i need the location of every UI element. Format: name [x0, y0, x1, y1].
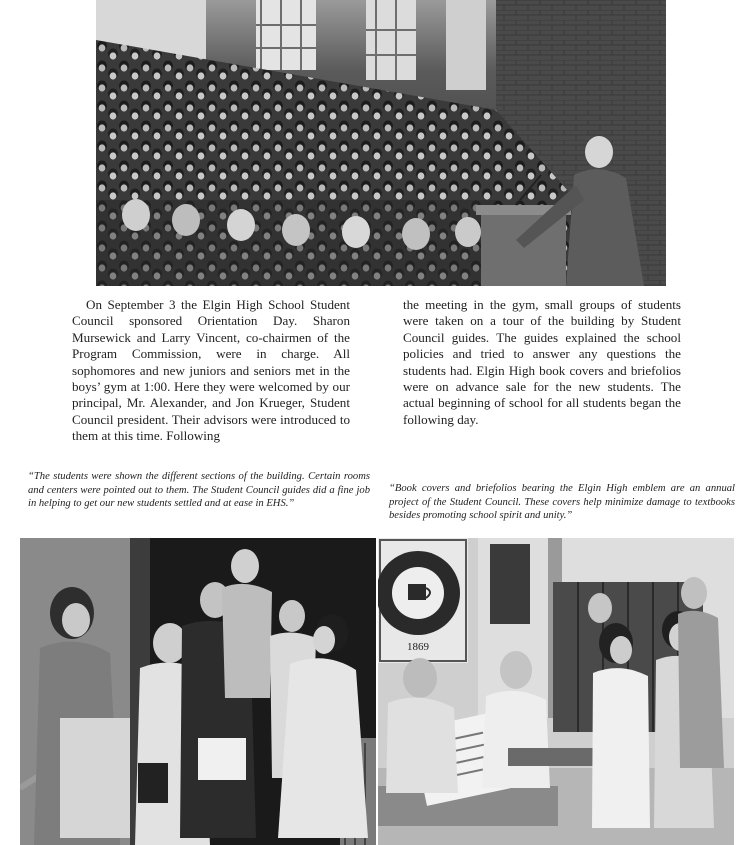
article-left-column: On September 3 the Elgin High School Student Council sponsored Orientation Day. Sharon Mursewick and Larry Vincent, co-chairmen of the Program Commission, were in charge. All sophomores and new juniors and seniors met in the boys’ gym at 1:00. Here they were welcomed by our principal, Mr. Alexander, and Jon Krueger, Student Council president. Their advisors were introduced to them at this time. Following [72, 297, 350, 444]
emblem-year: 1869 [407, 641, 429, 653]
caption-book-covers: “Book covers and briefolios bearing the Elgin High emblem are an annual project of the Student Council. These covers help minimize damage to textbooks besides promoting school spirit and unity.” [389, 483, 735, 522]
book-cover-sale-photo-image [378, 538, 734, 845]
assembly-photo-image [96, 0, 666, 286]
hall-tour-photo-image [20, 538, 376, 845]
book-cover-sale-photo [378, 538, 734, 845]
assembly-photo [96, 0, 666, 286]
hall-tour-photo [20, 538, 376, 845]
caption-tour: “The students were shown the different sections of the building. Certain rooms and centers were pointed out to them. The Student Council guides did a fine job in helping to get our new students settled and at ease in EHS.” [28, 471, 370, 510]
article-right-column: the meeting in the gym, small groups of students were taken on a tour of the building by Student Council guides. The guides explained the school policies and tried to answer any questions the students had. Elgin High book covers and briefolios were on advance sale for the new students. The actual beginning of school for all students began the following day. [403, 297, 681, 427]
